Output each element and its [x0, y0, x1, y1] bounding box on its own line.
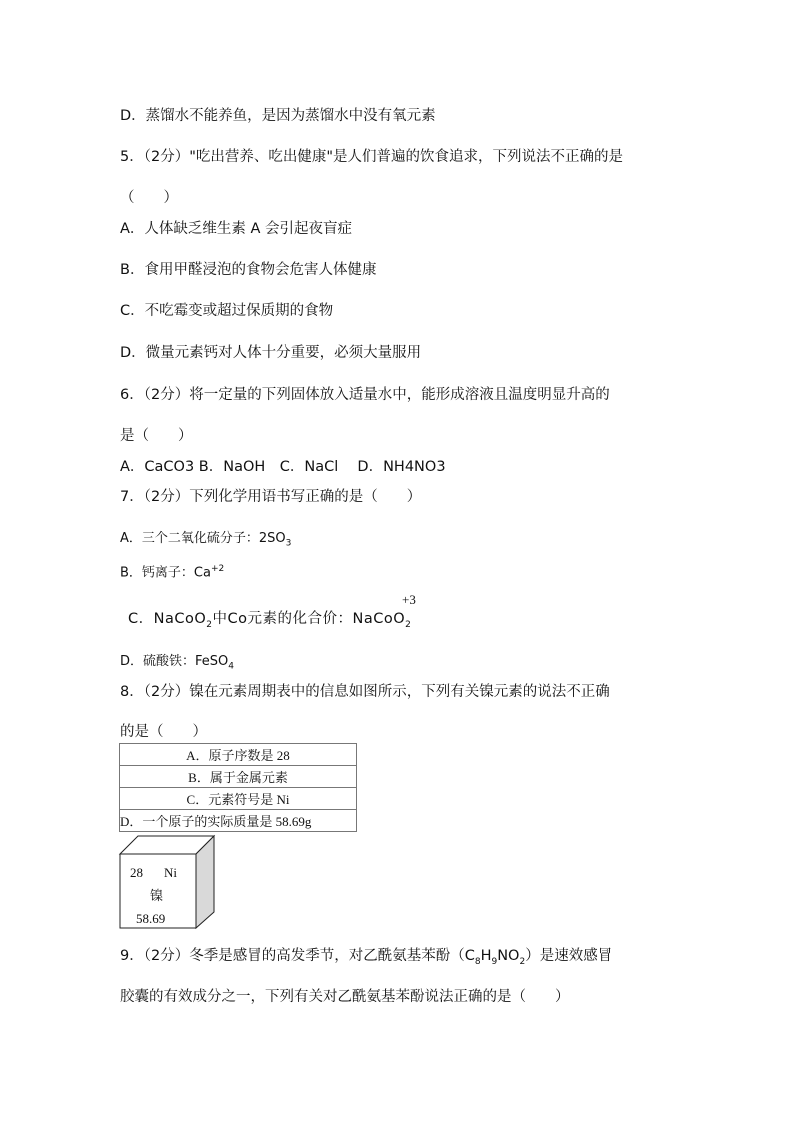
q7-stem: 7．（2分）下列化学用语书写正确的是（ ） — [120, 489, 422, 505]
element-atomic-mass: 58.69 — [136, 911, 166, 926]
table-row — [120, 744, 357, 766]
q9-stem-continued: 胶囊的有效成分之一，下列有关对乙酰氨基苯酚说法正确的是（ ） — [120, 989, 570, 1005]
q5-option-b: B．食用甲醛浸泡的食物会危害人体健康 — [120, 262, 377, 278]
q8-option-d: D．一个原子的实际质量是 58.69g — [120, 810, 357, 832]
q6-stem: 6．（2分）将一定量的下列固体放入适量水中，能形成溶液且温度明显升高的 — [120, 387, 610, 403]
element-symbol: Ni — [164, 865, 177, 880]
element-atomic-number: 28 — [130, 865, 143, 880]
q4-option-d: D．蒸馏水不能养鱼，是因为蒸馏水中没有氧元素 — [120, 108, 436, 124]
q8-stem-continued: 的是（ ） — [120, 724, 207, 740]
q5-stem: 5．（2分）"吃出营养、吃出健康"是人们普遍的饮食追求，下列说法不正确的是 — [120, 149, 624, 165]
q8-stem: 8．（2分）镍在元素周期表中的信息如图所示，下列有关镍元素的说法不正确 — [120, 684, 610, 700]
q8-option-a: A．原子序数是 28 — [120, 744, 357, 766]
q8-option-b: B．属于金属元素 — [120, 766, 357, 788]
q5-option-a: A．人体缺乏维生素 A 会引起夜盲症 — [120, 221, 353, 237]
q9-stem: 9．（2分）冬季是感冒的高发季节，对乙酰氨基苯酚$(C_8H_9NO_2)$是速效感冒 — [120, 948, 613, 967]
table-row — [120, 788, 357, 810]
q7-option-b: B．钙离子：$Ca^{+2}$ — [120, 564, 225, 581]
q5-option-c: C．不吃霉变或超过保质期的食物 — [120, 303, 334, 319]
q7-option-c: C．NaCoO$_2$中Co元素的化合价：NaCoO$_2$ — [128, 611, 412, 630]
table-row — [120, 810, 357, 832]
q6-stem-continued: 是（ ） — [120, 428, 193, 444]
q7-option-c-valence: +3 — [402, 592, 416, 607]
q8-option-c: C．元素符号是 Ni — [120, 788, 357, 810]
q7-option-d: D．硫酸铁：FeSO$_4$ — [120, 654, 234, 672]
q8-options-table — [119, 743, 357, 832]
q7-option-a: A．三个二氧化硫分子：$2SO_3$ — [120, 531, 292, 549]
q6-options: A．CaCO3 B．NaOH C．NaCl D．NH4NO3 — [120, 459, 446, 475]
table-row — [120, 766, 357, 788]
element-cube-figure — [118, 834, 218, 930]
q5-option-d: D．微量元素钙对人体十分重要，必须大量服用 — [120, 345, 422, 361]
q5-answer-blank: （ ） — [120, 190, 178, 206]
element-name: 镍 — [150, 888, 164, 903]
